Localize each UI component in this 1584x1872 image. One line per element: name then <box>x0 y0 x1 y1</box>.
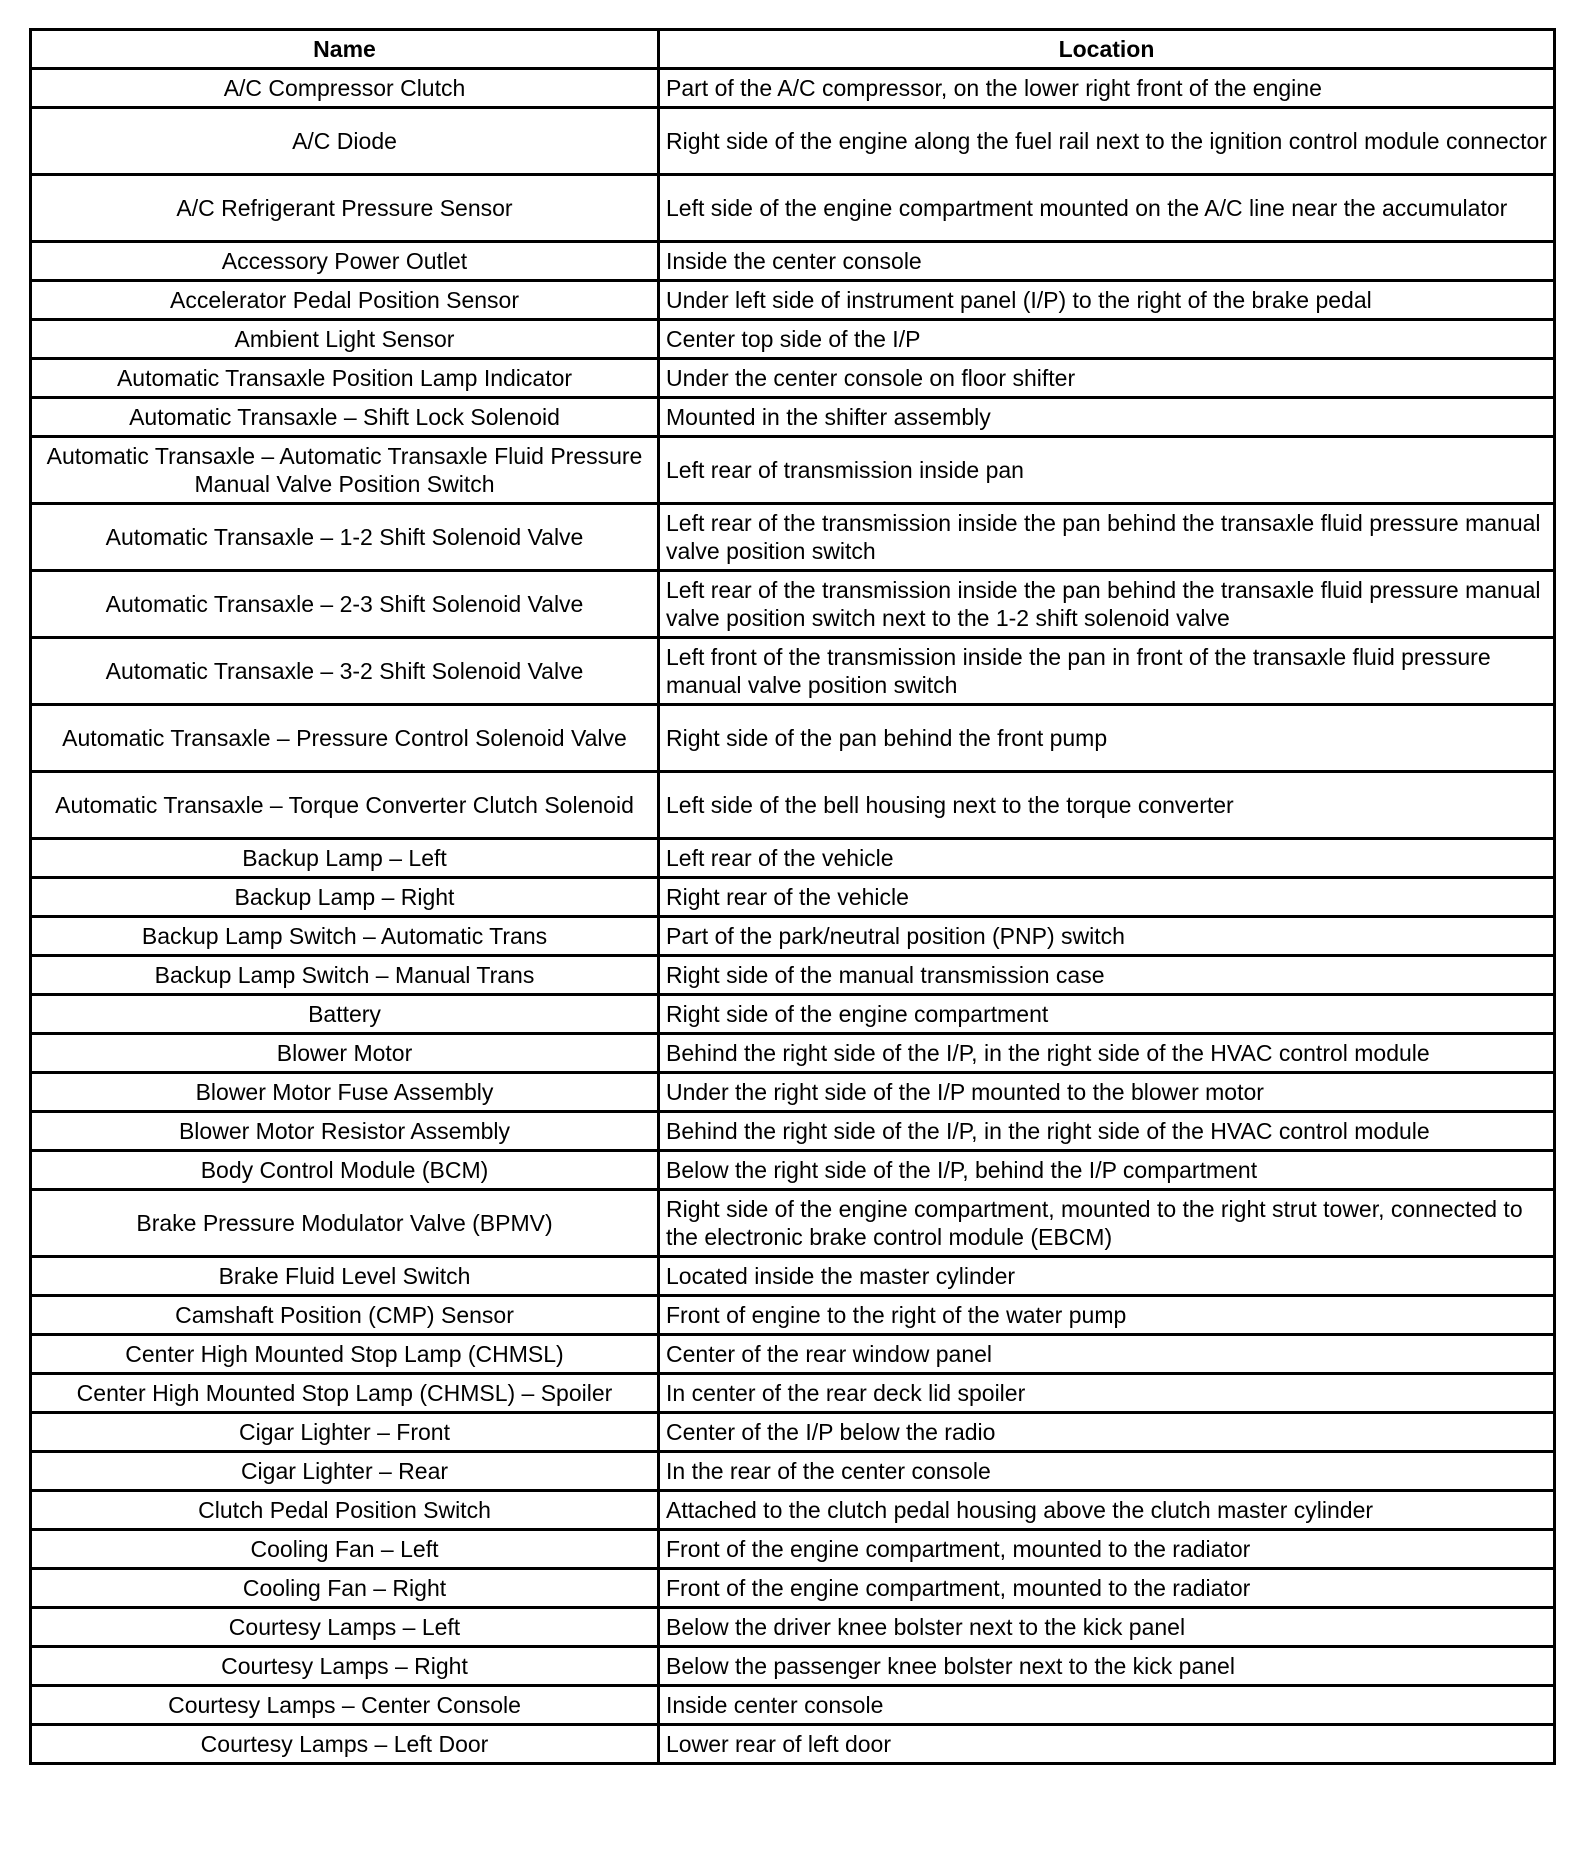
table-row <box>31 1647 1555 1686</box>
component-name-cell: Clutch Pedal Position Switch <box>31 1491 659 1530</box>
table-row <box>31 69 1555 108</box>
component-name-cell: Courtesy Lamps – Right <box>31 1647 659 1686</box>
table-row <box>31 1413 1555 1452</box>
table-row <box>31 437 1555 504</box>
component-name-cell: Cigar Lighter – Front <box>31 1413 659 1452</box>
component-location-cell: Left side of the engine compartment mounted on the A/C line near the accumulator <box>659 175 1555 242</box>
component-name-cell: Cigar Lighter – Rear <box>31 1452 659 1491</box>
component-location-cell: Right side of the engine compartment <box>659 995 1555 1034</box>
table-row <box>31 1491 1555 1530</box>
component-name-cell: Ambient Light Sensor <box>31 320 659 359</box>
component-name-cell: Automatic Transaxle – 1-2 Shift Solenoid Valve <box>31 504 659 571</box>
component-location-cell: Part of the park/neutral position (PNP) switch <box>659 917 1555 956</box>
component-location-cell: Left rear of the vehicle <box>659 839 1555 878</box>
component-location-cell: Under left side of instrument panel (I/P) to the right of the brake pedal <box>659 281 1555 320</box>
component-name-cell: A/C Refrigerant Pressure Sensor <box>31 175 659 242</box>
component-name-cell: Automatic Transaxle – 3-2 Shift Solenoid Valve <box>31 638 659 705</box>
component-location-cell: Front of the engine compartment, mounted to the radiator <box>659 1530 1555 1569</box>
table-row <box>31 1190 1555 1257</box>
component-location-cell: Right side of the engine along the fuel rail next to the ignition control module connector <box>659 108 1555 175</box>
component-location-cell: Under the center console on floor shifter <box>659 359 1555 398</box>
table-row <box>31 638 1555 705</box>
component-location-table <box>29 28 1556 1765</box>
component-location-cell: Left side of the bell housing next to the torque converter <box>659 772 1555 839</box>
component-location-cell: Lower rear of left door <box>659 1725 1555 1764</box>
component-name-cell: Center High Mounted Stop Lamp (CHMSL) <box>31 1335 659 1374</box>
component-name-cell: Brake Pressure Modulator Valve (BPMV) <box>31 1190 659 1257</box>
component-name-cell: Backup Lamp – Left <box>31 839 659 878</box>
component-location-cell: Under the right side of the I/P mounted to the blower motor <box>659 1073 1555 1112</box>
component-location-cell: Right side of the engine compartment, mounted to the right strut tower, connected to the electronic brake control module (EBCM) <box>659 1190 1555 1257</box>
component-name-cell: Accessory Power Outlet <box>31 242 659 281</box>
table-row <box>31 917 1555 956</box>
component-name-cell: Automatic Transaxle – 2-3 Shift Solenoid Valve <box>31 571 659 638</box>
component-location-cell: Left rear of transmission inside pan <box>659 437 1555 504</box>
component-location-cell: Mounted in the shifter assembly <box>659 398 1555 437</box>
component-name-cell: Backup Lamp Switch – Automatic Trans <box>31 917 659 956</box>
component-location-cell: Inside center console <box>659 1686 1555 1725</box>
component-name-cell: Accelerator Pedal Position Sensor <box>31 281 659 320</box>
component-location-cell: Attached to the clutch pedal housing above the clutch master cylinder <box>659 1491 1555 1530</box>
component-name-cell: Battery <box>31 995 659 1034</box>
component-name-cell: Courtesy Lamps – Center Console <box>31 1686 659 1725</box>
component-name-cell: Blower Motor <box>31 1034 659 1073</box>
component-name-cell: Automatic Transaxle – Shift Lock Solenoid <box>31 398 659 437</box>
component-location-cell: Inside the center console <box>659 242 1555 281</box>
component-name-cell: Blower Motor Fuse Assembly <box>31 1073 659 1112</box>
component-name-cell: Backup Lamp Switch – Manual Trans <box>31 956 659 995</box>
component-name-cell: Camshaft Position (CMP) Sensor <box>31 1296 659 1335</box>
component-name-cell: Automatic Transaxle Position Lamp Indicator <box>31 359 659 398</box>
table-row <box>31 995 1555 1034</box>
table-row <box>31 1257 1555 1296</box>
component-location-cell: Center of the rear window panel <box>659 1335 1555 1374</box>
table-row <box>31 1374 1555 1413</box>
table-row <box>31 108 1555 175</box>
table-row <box>31 878 1555 917</box>
table-row <box>31 1530 1555 1569</box>
component-name-cell: Cooling Fan – Left <box>31 1530 659 1569</box>
component-location-cell: Left rear of the transmission inside the pan behind the transaxle fluid pressure manual valve position switch <box>659 504 1555 571</box>
component-name-cell: A/C Compressor Clutch <box>31 69 659 108</box>
table-row <box>31 175 1555 242</box>
table-row <box>31 571 1555 638</box>
component-location-cell: In the rear of the center console <box>659 1452 1555 1491</box>
table-row <box>31 398 1555 437</box>
component-name-cell: Body Control Module (BCM) <box>31 1151 659 1190</box>
component-location-cell: Below the driver knee bolster next to the kick panel <box>659 1608 1555 1647</box>
component-location-cell: Behind the right side of the I/P, in the right side of the HVAC control module <box>659 1112 1555 1151</box>
table-row <box>31 956 1555 995</box>
component-name-cell: Courtesy Lamps – Left Door <box>31 1725 659 1764</box>
table-row <box>31 1296 1555 1335</box>
component-location-cell: Behind the right side of the I/P, in the right side of the HVAC control module <box>659 1034 1555 1073</box>
component-location-cell: Right rear of the vehicle <box>659 878 1555 917</box>
table-row <box>31 1608 1555 1647</box>
component-location-cell: Part of the A/C compressor, on the lower right front of the engine <box>659 69 1555 108</box>
component-name-cell: Courtesy Lamps – Left <box>31 1608 659 1647</box>
table-row <box>31 1151 1555 1190</box>
component-name-cell: Automatic Transaxle – Pressure Control Solenoid Valve <box>31 705 659 772</box>
table-row <box>31 1452 1555 1491</box>
component-location-cell: Below the passenger knee bolster next to the kick panel <box>659 1647 1555 1686</box>
component-location-cell: Below the right side of the I/P, behind the I/P compartment <box>659 1151 1555 1190</box>
component-name-cell: Blower Motor Resistor Assembly <box>31 1112 659 1151</box>
component-name-cell: Automatic Transaxle – Torque Converter Clutch Solenoid <box>31 772 659 839</box>
table-row <box>31 1335 1555 1374</box>
table-row <box>31 1725 1555 1764</box>
component-location-cell: Left front of the transmission inside the pan in front of the transaxle fluid pressure manual valve position switch <box>659 638 1555 705</box>
component-location-cell: Center of the I/P below the radio <box>659 1413 1555 1452</box>
table-row <box>31 1073 1555 1112</box>
component-name-cell: Cooling Fan – Right <box>31 1569 659 1608</box>
table-row <box>31 705 1555 772</box>
header-row <box>31 30 1555 69</box>
table-row <box>31 839 1555 878</box>
table-row <box>31 1112 1555 1151</box>
component-location-cell: Center top side of the I/P <box>659 320 1555 359</box>
table-row <box>31 281 1555 320</box>
column-header-name: Name <box>31 30 659 69</box>
table-row <box>31 1686 1555 1725</box>
component-name-cell: Backup Lamp – Right <box>31 878 659 917</box>
table-row <box>31 504 1555 571</box>
table-row <box>31 1569 1555 1608</box>
table-row <box>31 320 1555 359</box>
component-name-cell: A/C Diode <box>31 108 659 175</box>
component-location-cell: Left rear of the transmission inside the pan behind the transaxle fluid pressure manual valve position switch next to the 1-2 shift solenoid valve <box>659 571 1555 638</box>
table-row <box>31 242 1555 281</box>
component-name-cell: Brake Fluid Level Switch <box>31 1257 659 1296</box>
component-location-cell: Front of the engine compartment, mounted to the radiator <box>659 1569 1555 1608</box>
component-location-cell: Front of engine to the right of the water pump <box>659 1296 1555 1335</box>
component-name-cell: Center High Mounted Stop Lamp (CHMSL) – Spoiler <box>31 1374 659 1413</box>
column-header-location: Location <box>659 30 1555 69</box>
table-row <box>31 1034 1555 1073</box>
table-row <box>31 772 1555 839</box>
table-row <box>31 359 1555 398</box>
component-location-cell: In center of the rear deck lid spoiler <box>659 1374 1555 1413</box>
component-name-cell: Automatic Transaxle – Automatic Transaxle Fluid Pressure Manual Valve Position Switch <box>31 437 659 504</box>
component-location-cell: Located inside the master cylinder <box>659 1257 1555 1296</box>
component-location-cell: Right side of the manual transmission case <box>659 956 1555 995</box>
component-location-cell: Right side of the pan behind the front pump <box>659 705 1555 772</box>
